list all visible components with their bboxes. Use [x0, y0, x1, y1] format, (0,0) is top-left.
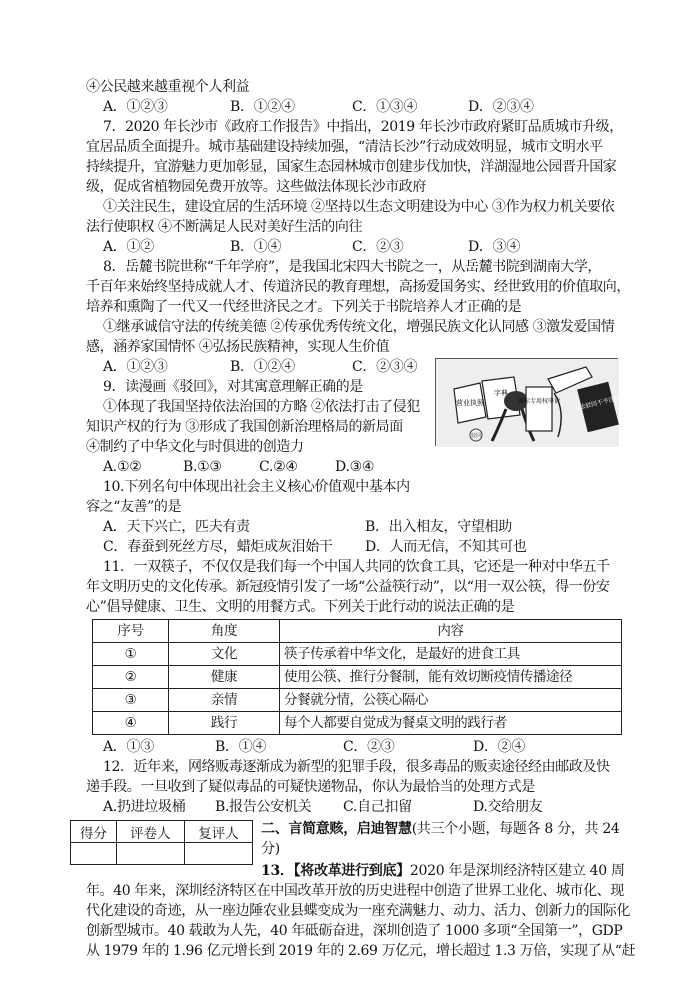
q12-line-2: 递手段。一旦收到了疑似毒品的可疑快递物品，你认为最恰当的处理方式是: [86, 779, 535, 795]
q7-line-4: 级，促成省植物园免费开放等。这些做法体现长沙市政府: [86, 179, 426, 195]
table-cell: 筷子传承着中华文化，是最好的进食工具: [280, 643, 622, 666]
section-2-heading: [261, 819, 620, 839]
q8-option-a: A．①②③: [103, 359, 168, 375]
table-cell: 亲情: [169, 689, 280, 712]
q13-line-3: 代化建设的奇迹，从一座边陲农业县蝶变成为一座充满魅力、动力、活力、创新力的国际化: [86, 903, 630, 919]
q10-line-1: 10.下列名句中体现出社会主义核心价值观中基本内: [103, 479, 410, 495]
table-cell: ③: [93, 689, 169, 712]
q13-tag: 【将改革进行到底】: [293, 863, 410, 879]
q7-option-b: B．①④: [230, 239, 282, 255]
table-cell: ①: [93, 643, 169, 666]
q9-option-d: D.③④: [335, 459, 375, 475]
table-header-cell: 内容: [280, 620, 622, 643]
table-cell: 践行: [169, 712, 280, 735]
table-row: [93, 666, 622, 689]
score-header-cell: 复评人: [184, 821, 252, 843]
section-2-note: (共三个小题，每题各 8 分，共 24: [411, 821, 620, 837]
q7-line-3: 持续提升，宜游魅力更加彰显，国家生态园林城市创建步伐加快，洋湖湿地公园晋升国家: [86, 159, 617, 175]
q13-line-1: [261, 861, 625, 881]
q6-option-b: B．①②④: [230, 99, 295, 115]
q7-option-a: A．①②: [103, 239, 154, 255]
q11-line-3: 心”倡导健康、卫生、文明的用餐方式。下列关于此行动的说法正确的是: [86, 599, 515, 615]
q9-option-a: A.①②: [103, 459, 142, 475]
q13-line-2: 年。40 年来，深圳经济特区在中国改革开放的历史进程中创造了世界工业化、城市化、现: [86, 883, 624, 899]
q7-line-1: 7．2020 年长沙市《政府工作报告》中指出，2019 年长沙市政府紧盯品质城市升级，: [103, 119, 623, 135]
table-cell: 每个人都要自觉成为餐桌文明的践行者: [280, 712, 622, 735]
table-cell: ④: [93, 712, 169, 735]
q7-line-2: 宜居品质全面提升。城市基础建设持续加强，“清洁长沙”行动成效明显，城市文明水平: [86, 139, 603, 155]
q6-option-a: A．①②③: [103, 99, 168, 115]
q9-option-b: B.①③: [183, 459, 222, 475]
table-header-row: [93, 620, 622, 643]
q7-statements-1: ①关注民生，建设宜居的生活环境 ②坚持以生态文明建设为中心 ③作为权力机关要依: [103, 199, 615, 215]
q12-option-c: C.自己扣留: [343, 799, 412, 815]
grader-cell[interactable]: [116, 843, 184, 865]
q13-line-4: 创新型城市。40 载敢为人先，40 年砥砺奋进，深圳创造了 1000 多项“全国第一”，GDP: [86, 923, 623, 939]
table-cell: 文化: [169, 643, 280, 666]
q11-option-b: B．①④: [215, 739, 267, 755]
q8-line-2: 千百年来始终坚持成就人才、传道济民的教育理想，高扬爱国务实、经世致用的价值取向，: [86, 279, 630, 295]
table-cell: 使用公筷、推行分餐制，能有效切断疫情传播途径: [280, 666, 622, 689]
cartoon-book-2: 字典: [494, 389, 508, 397]
q12-option-d: D.交给朋友: [473, 799, 543, 815]
q11-option-c: C．②③: [343, 739, 395, 755]
q11-line-1: 11．一双筷子，不仅仅是我们每一个中国人共同的饮食工具，它还是一种对中华五千: [103, 559, 610, 575]
q11-line-2: 年文明历史的文化传承。新冠疫情引发了一场“公益筷行动”，以“用一双公筷，得一份安: [86, 579, 610, 595]
cartoon-stamp: 驳回: [470, 433, 482, 439]
q9-option-c: C.②④: [259, 459, 298, 475]
q8-option-b: B．①②④: [230, 359, 295, 375]
table-row: [93, 689, 622, 712]
score-table: [70, 820, 253, 865]
q7-statements-2: 法行使职权 ④不断满足人民对美好生活的向往: [86, 219, 363, 235]
q8-option-c: C．②③④: [352, 359, 418, 375]
q7-option-c: C．②③: [352, 239, 404, 255]
score-header-cell: 得分: [71, 821, 117, 843]
score-input-row: [71, 843, 253, 865]
q10-option-b: B．出入相友，守望相助: [365, 519, 512, 535]
q10-option-a: A．天下兴亡，匹夫有责: [103, 519, 250, 535]
q6-option-d: D．②③④: [468, 99, 534, 115]
table-cell: 健康: [169, 666, 280, 689]
q13-number: 13．: [261, 863, 294, 879]
cartoon-illustration: [436, 359, 619, 447]
q12-line-1: 12．近年来，网络贩毒逐渐成为新型的犯罪手段，很多毒品的贩卖途径经由邮政及快: [103, 759, 610, 775]
q8-statements-1: ①继承诚信守法的传统美德 ②传承优秀传统文化，增强民族文化认同感 ③激发爱国情: [103, 319, 615, 335]
score-header-row: [71, 821, 253, 843]
q9-statements-3: ④制约了中华文化与时俱进的创造力: [86, 439, 304, 455]
cartoon-sign: 依法驳回不予注册: [573, 394, 619, 413]
q11-table: [92, 619, 622, 735]
q10-option-d: D．人而无信，不知其可也: [365, 539, 527, 555]
section-2-note-cont: 分): [261, 841, 280, 857]
q9-line-1: 9．读漫画《驳回》，对其寓意理解正确的是: [103, 379, 363, 395]
q11-option-a: A．①③: [103, 739, 154, 755]
q11-option-d: D．②④: [473, 739, 526, 755]
q6-option-c: C．①③④: [352, 99, 418, 115]
score-cell[interactable]: [71, 843, 117, 865]
reviewer-cell[interactable]: [184, 843, 252, 865]
q13-line-5: 从 1979 年的 1.96 亿元增长到 2019 年的 2.69 万亿元，增长超过 1.3 万倍，实现了从“赶: [86, 943, 636, 959]
q9-statements-2: 知识产权的行为 ③形成了我国创新治理格局的新局面: [86, 419, 403, 435]
q9-statements-1: ①体现了我国坚持依法治国的方略 ②依法打击了侵犯: [103, 399, 420, 415]
q10-line-2: 容之“友善”的是: [86, 499, 182, 515]
q6-statement-4: ④公民越来越重视个人利益: [86, 79, 250, 95]
q12-option-a: A.扔进垃圾桶: [103, 799, 186, 815]
cartoon-rejection: [435, 358, 618, 446]
score-header-cell: 评卷人: [116, 821, 184, 843]
section-2-title: 二、言简意赅，启迪智慧: [261, 821, 412, 837]
cartoon-book-1: 营业执照: [456, 399, 484, 407]
table-cell: 分餐就分情，公筷心隔心: [280, 689, 622, 712]
table-cell: ②: [93, 666, 169, 689]
table-header-cell: 角度: [169, 620, 280, 643]
q13-text: 2020 年是深圳经济特区建立 40 周: [409, 863, 625, 879]
q8-statements-2: 感，涵养家国情怀 ④弘扬民族精神，实现人生价值: [86, 339, 390, 355]
q8-line-3: 培养和熏陶了一代又一代经世济民之才。下列关于书院培养人才正确的是: [86, 299, 522, 315]
cartoon-book-3: 商标专用权申请: [517, 398, 561, 405]
q8-line-1: 8．岳麓书院世称“千年学府”，是我国北宋四大书院之一，从岳麓书院到湖南大学，: [103, 259, 602, 275]
q12-option-b: B.报告公安机关: [215, 799, 312, 815]
q10-option-c: C．春蚕到死丝方尽，蜡炬成灰泪始干: [103, 539, 333, 555]
table-row: [93, 643, 622, 666]
table-header-cell: 序号: [93, 620, 169, 643]
q7-option-d: D．③④: [468, 239, 521, 255]
table-row: [93, 712, 622, 735]
